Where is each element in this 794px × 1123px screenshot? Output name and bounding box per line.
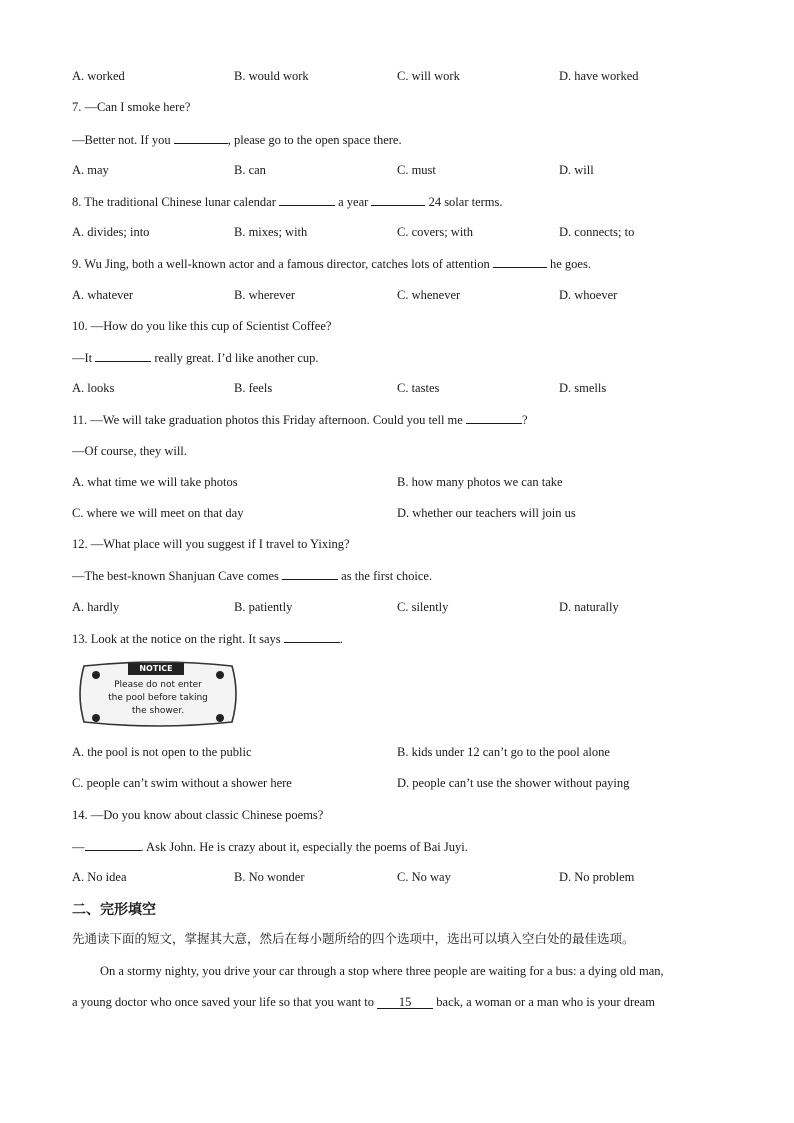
- q7-reply-part2: , please go to the open space there.: [227, 133, 402, 147]
- q9-stem: [72, 255, 591, 272]
- q8-stem: [72, 193, 503, 210]
- answer-blank: [174, 131, 228, 144]
- notice-line-3: the shower.: [131, 706, 185, 716]
- q10-option-a: A. looks: [72, 381, 115, 395]
- passage-line-2-part2: back, a woman or a man who is your dream: [436, 995, 655, 1009]
- q13-option-a: A. the pool is not open to the public: [72, 745, 252, 759]
- q7-option-a: A. may: [72, 163, 109, 177]
- section-instruction: 先通读下面的短文，掌握其大意，然后在每小题所给的四个选项中，选出可以填入空白处的最佳选项。: [72, 931, 635, 946]
- answer-blank: [85, 838, 141, 851]
- q8-option-a: A. divides; into: [72, 225, 150, 239]
- q14-option-d: D. No problem: [559, 870, 635, 884]
- q11-option-c: C. where we will meet on that day: [72, 506, 244, 520]
- q13-stem: [72, 630, 343, 647]
- q9-option-c: C. whenever: [397, 288, 461, 302]
- passage-line-2-part1: a young doctor who once saved your life so that you want to: [72, 995, 375, 1009]
- q7-option-d: D. will: [559, 163, 594, 177]
- q8-stem-part2: a year: [338, 195, 369, 209]
- q10-option-c: C. tastes: [397, 381, 440, 395]
- q12-stem: 12. —What place will you suggest if I travel to Yixing?: [72, 537, 350, 551]
- q13-stem-part1: 13. Look at the notice on the right. It says: [72, 632, 281, 646]
- q8-stem-part3: 24 solar terms.: [428, 195, 503, 209]
- q9-stem-part2: he goes.: [550, 257, 591, 271]
- q6-option-c: C. will work: [397, 69, 460, 83]
- answer-blank: [493, 255, 547, 268]
- q14-option-b: B. No wonder: [234, 870, 305, 884]
- notice-line-1: Please do not enter: [114, 680, 202, 690]
- q8-stem-part1: 8. The traditional Chinese lunar calendar: [72, 195, 276, 209]
- answer-blank: [284, 630, 340, 643]
- section-heading: 二、完形填空: [72, 902, 156, 918]
- passage-line-1: On a stormy nighty, you drive your car through a stop where three people are waiting for a bus: a dying old man,: [100, 964, 664, 978]
- q8-option-c: C. covers; with: [397, 225, 474, 239]
- q10-reply-part1: —It: [72, 351, 93, 365]
- q11-option-b: B. how many photos we can take: [397, 475, 563, 489]
- q12-reply-part2: as the first choice.: [341, 569, 433, 583]
- q11-option-a: A. what time we will take photos: [72, 475, 238, 489]
- q14-reply: [72, 838, 468, 855]
- q12-reply: [72, 567, 432, 584]
- q7-option-b: B. can: [234, 163, 266, 177]
- q6-option-a: A. worked: [72, 69, 125, 83]
- q11-stem-part2: ?: [521, 413, 528, 427]
- q13-option-d: D. people can’t use the shower without paying: [397, 776, 630, 790]
- q12-reply-part1: —The best-known Shanjuan Cave comes: [72, 569, 279, 583]
- q7-stem: 7. —Can I smoke here?: [72, 100, 191, 114]
- q11-option-d: D. whether our teachers will join us: [397, 506, 576, 520]
- q7-option-c: C. must: [397, 163, 436, 177]
- q9-option-d: D. whoever: [559, 288, 618, 302]
- cloze-blank-15: [377, 994, 433, 1009]
- q13-stem-part2: .: [339, 632, 343, 646]
- q12-option-c: C. silently: [397, 600, 449, 614]
- q10-reply-part2: really great. I’d like another cup.: [154, 351, 319, 365]
- q13-option-b: B. kids under 12 can’t go to the pool alone: [397, 745, 610, 759]
- q14-option-c: C. No way: [397, 870, 451, 884]
- q8-option-b: B. mixes; with: [234, 225, 308, 239]
- q6-option-b: B. would work: [234, 69, 309, 83]
- q14-stem: 14. —Do you know about classic Chinese poems?: [72, 808, 324, 822]
- answer-blank: [371, 193, 425, 206]
- q12-option-a: A. hardly: [72, 600, 120, 614]
- answer-blank: [279, 193, 335, 206]
- q12-option-b: B. patiently: [234, 600, 293, 614]
- q7-reply: [72, 131, 402, 148]
- q11-stem: [72, 411, 528, 428]
- answer-blank: [95, 349, 151, 362]
- q8-option-d: D. connects; to: [559, 225, 635, 239]
- q11-reply: —Of course, they will.: [72, 444, 187, 458]
- q13-option-c: C. people can’t swim without a shower here: [72, 776, 292, 790]
- notice-image: [78, 660, 238, 728]
- q14-reply-part1: —: [72, 840, 85, 854]
- q10-option-b: B. feels: [234, 381, 273, 395]
- notice-title: NOTICE: [128, 663, 184, 675]
- q10-reply: [72, 349, 319, 366]
- q14-reply-part2: . Ask John. He is crazy about it, especially the poems of Bai Juyi.: [140, 840, 468, 854]
- passage-line-2: [72, 994, 655, 1010]
- q7-reply-part1: —Better not. If you: [72, 133, 171, 147]
- q9-option-b: B. wherever: [234, 288, 296, 302]
- q9-stem-part1: 9. Wu Jing, both a well-known actor and a famous director, catches lots of attention: [72, 257, 490, 271]
- cloze-blank-number: 15: [398, 995, 412, 1009]
- q14-option-a: A. No idea: [72, 870, 127, 884]
- q11-stem-part1: 11. —We will take graduation photos this Friday afternoon. Could you tell me: [72, 413, 463, 427]
- q10-option-d: D. smells: [559, 381, 607, 395]
- q12-option-d: D. naturally: [559, 600, 619, 614]
- q6-option-d: D. have worked: [559, 69, 639, 83]
- answer-blank: [282, 567, 338, 580]
- q10-stem: 10. —How do you like this cup of Scientist Coffee?: [72, 319, 332, 333]
- q9-option-a: A. whatever: [72, 288, 134, 302]
- notice-line-2: the pool before taking: [108, 693, 208, 703]
- answer-blank: [466, 411, 522, 424]
